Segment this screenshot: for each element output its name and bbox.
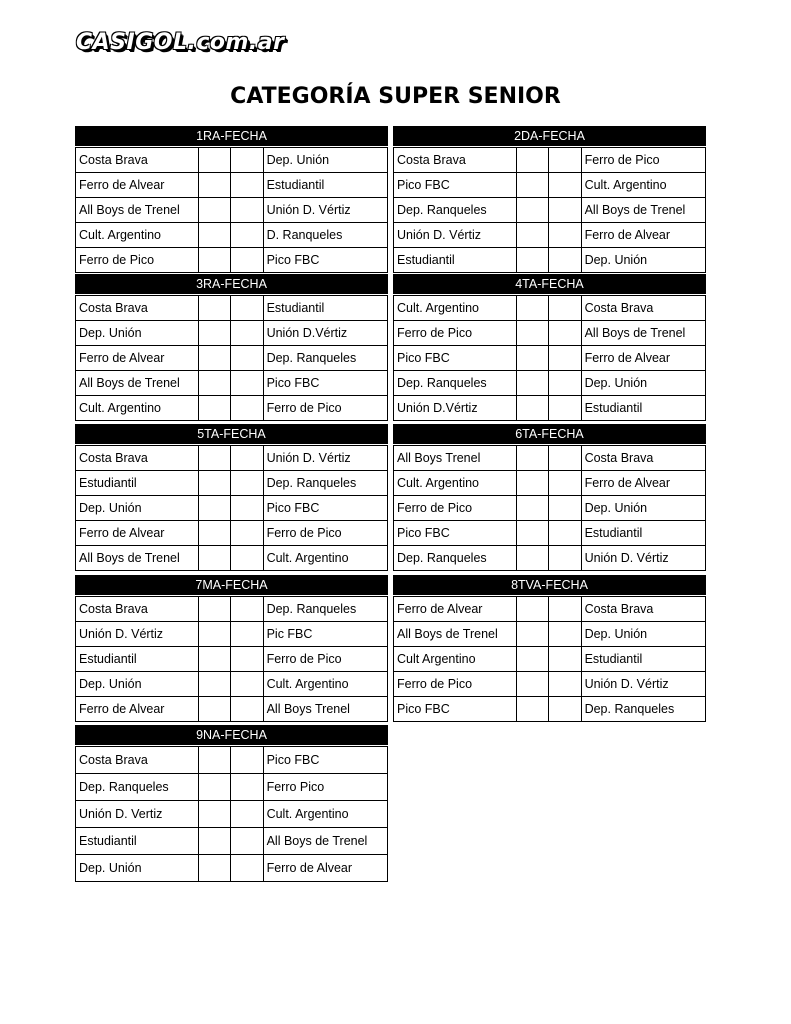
fecha-block <box>75 126 388 273</box>
away-team: Dep. Unión <box>263 148 387 173</box>
home-team: Ferro de Alvear <box>394 597 517 622</box>
fecha-header: 1RA-FECHA <box>75 126 388 147</box>
away-team: Unión D. Vértiz <box>581 672 705 697</box>
home-score-cell <box>199 173 231 198</box>
away-score-cell <box>231 747 263 774</box>
match-row <box>394 647 706 672</box>
match-row <box>394 296 706 321</box>
away-team: Unión D. Vértiz <box>263 198 387 223</box>
home-team: Cult. Argentino <box>394 296 517 321</box>
away-score-cell <box>231 173 263 198</box>
match-row <box>76 622 388 647</box>
away-score-cell <box>549 546 581 571</box>
match-row <box>76 828 388 855</box>
away-team: Dep. Unión <box>581 496 705 521</box>
match-row <box>76 747 388 774</box>
away-score-cell <box>231 647 263 672</box>
match-row <box>394 471 706 496</box>
away-score-cell <box>549 223 581 248</box>
away-team: Ferro de Alvear <box>581 346 705 371</box>
away-team: Ferro de Alvear <box>263 855 387 882</box>
home-team: Ferro de Pico <box>76 248 199 273</box>
match-row <box>394 396 706 421</box>
home-score-cell <box>199 855 231 882</box>
home-score-cell <box>199 223 231 248</box>
home-score-cell <box>517 697 549 722</box>
match-row <box>76 521 388 546</box>
away-score-cell <box>549 198 581 223</box>
home-team: Costa Brava <box>76 296 199 321</box>
away-team: All Boys Trenel <box>263 697 387 722</box>
home-team: All Boys de Trenel <box>76 198 199 223</box>
away-score-cell <box>549 248 581 273</box>
home-score-cell <box>517 321 549 346</box>
fecha-table <box>75 295 388 421</box>
home-team: Pico FBC <box>394 697 517 722</box>
match-row <box>394 148 706 173</box>
away-team: Cult. Argentino <box>581 173 705 198</box>
home-team: All Boys Trenel <box>394 446 517 471</box>
match-row <box>394 697 706 722</box>
home-team: Dep. Ranqueles <box>394 371 517 396</box>
home-score-cell <box>199 697 231 722</box>
away-team: Pico FBC <box>263 496 387 521</box>
page-title: CATEGORÍA SUPER SENIOR <box>230 84 561 109</box>
fecha-header: 5TA-FECHA <box>75 424 388 445</box>
home-score-cell <box>199 296 231 321</box>
home-team: Ferro de Pico <box>394 321 517 346</box>
home-score-cell <box>199 801 231 828</box>
away-team: Dep. Ranqueles <box>263 471 387 496</box>
home-team: Cult. Argentino <box>394 471 517 496</box>
away-score-cell <box>549 371 581 396</box>
match-row <box>76 321 388 346</box>
match-row <box>76 774 388 801</box>
home-score-cell <box>199 828 231 855</box>
match-row <box>76 697 388 722</box>
away-score-cell <box>231 248 263 273</box>
match-row <box>394 346 706 371</box>
home-score-cell <box>517 521 549 546</box>
match-row <box>76 446 388 471</box>
home-team: Estudiantil <box>76 471 199 496</box>
match-row <box>394 446 706 471</box>
away-team: Estudiantil <box>263 173 387 198</box>
match-row <box>76 672 388 697</box>
fecha-header: 2DA-FECHA <box>393 126 706 147</box>
home-score-cell <box>199 371 231 396</box>
fecha-table <box>393 445 706 571</box>
away-score-cell <box>549 148 581 173</box>
home-team: Cult Argentino <box>394 647 517 672</box>
away-team: Dep. Ranqueles <box>581 697 705 722</box>
home-team: Unión D.Vértiz <box>394 396 517 421</box>
fecha-block <box>393 424 706 571</box>
away-score-cell <box>231 198 263 223</box>
home-score-cell <box>199 622 231 647</box>
home-score-cell <box>199 672 231 697</box>
home-score-cell <box>199 148 231 173</box>
home-score-cell <box>517 496 549 521</box>
away-score-cell <box>231 396 263 421</box>
casigol-logo: CASIGOL.com.ar <box>76 30 285 55</box>
fecha-table <box>393 596 706 722</box>
home-score-cell <box>517 471 549 496</box>
home-team: All Boys de Trenel <box>76 546 199 571</box>
fecha-block <box>393 126 706 273</box>
away-team: All Boys de Trenel <box>581 198 705 223</box>
away-score-cell <box>549 321 581 346</box>
match-row <box>394 198 706 223</box>
match-row <box>76 371 388 396</box>
home-score-cell <box>517 296 549 321</box>
away-team: Ferro de Alvear <box>581 223 705 248</box>
away-score-cell <box>549 597 581 622</box>
home-score-cell <box>517 371 549 396</box>
away-team: Estudiantil <box>581 647 705 672</box>
away-team: All Boys de Trenel <box>581 321 705 346</box>
home-team: Estudiantil <box>76 828 199 855</box>
match-row <box>76 597 388 622</box>
match-row <box>394 622 706 647</box>
home-team: Pico FBC <box>394 346 517 371</box>
away-team: Unión D. Vértiz <box>581 546 705 571</box>
away-team: Ferro de Pico <box>263 396 387 421</box>
home-team: Ferro de Pico <box>394 672 517 697</box>
match-row <box>394 597 706 622</box>
match-row <box>76 248 388 273</box>
match-row <box>394 173 706 198</box>
match-row <box>76 396 388 421</box>
away-team: Dep. Ranqueles <box>263 597 387 622</box>
home-score-cell <box>199 396 231 421</box>
away-score-cell <box>231 371 263 396</box>
home-team: Unión D. Vertiz <box>76 801 199 828</box>
away-score-cell <box>549 622 581 647</box>
away-team: Pico FBC <box>263 248 387 273</box>
home-team: Dep. Unión <box>76 321 199 346</box>
home-team: Ferro de Alvear <box>76 521 199 546</box>
home-score-cell <box>199 647 231 672</box>
away-team: Pico FBC <box>263 371 387 396</box>
away-score-cell <box>231 697 263 722</box>
away-score-cell <box>549 346 581 371</box>
away-score-cell <box>549 496 581 521</box>
away-score-cell <box>231 521 263 546</box>
away-team: Dep. Unión <box>581 622 705 647</box>
home-score-cell <box>517 396 549 421</box>
away-team: Pic FBC <box>263 622 387 647</box>
home-team: Dep. Ranqueles <box>76 774 199 801</box>
away-score-cell <box>549 296 581 321</box>
away-team: Ferro Pico <box>263 774 387 801</box>
away-team: Unión D.Vértiz <box>263 321 387 346</box>
away-team: Dep. Unión <box>581 248 705 273</box>
home-score-cell <box>199 546 231 571</box>
match-row <box>394 672 706 697</box>
away-score-cell <box>231 346 263 371</box>
away-score-cell <box>549 173 581 198</box>
match-row <box>76 801 388 828</box>
away-score-cell <box>231 622 263 647</box>
fecha-header: 8TVA-FECHA <box>393 575 706 596</box>
away-team: Dep. Unión <box>581 371 705 396</box>
home-score-cell <box>199 446 231 471</box>
fecha-table <box>393 295 706 421</box>
home-score-cell <box>517 198 549 223</box>
away-score-cell <box>231 446 263 471</box>
home-team: Costa Brava <box>76 747 199 774</box>
away-score-cell <box>549 672 581 697</box>
home-team: Ferro de Alvear <box>76 346 199 371</box>
home-score-cell <box>517 597 549 622</box>
away-score-cell <box>231 597 263 622</box>
match-row <box>394 521 706 546</box>
away-team: All Boys de Trenel <box>263 828 387 855</box>
away-team: Estudiantil <box>263 296 387 321</box>
home-team: Estudiantil <box>76 647 199 672</box>
home-score-cell <box>517 248 549 273</box>
away-team: Cult. Argentino <box>263 801 387 828</box>
match-row <box>394 546 706 571</box>
match-row <box>76 346 388 371</box>
home-team: Unión D. Vértiz <box>76 622 199 647</box>
fecha-block <box>393 274 706 421</box>
home-team: Dep. Unión <box>76 496 199 521</box>
away-score-cell <box>549 647 581 672</box>
home-team: Unión D. Vértiz <box>394 223 517 248</box>
away-score-cell <box>231 672 263 697</box>
away-team: Cult. Argentino <box>263 546 387 571</box>
home-score-cell <box>517 148 549 173</box>
home-score-cell <box>199 597 231 622</box>
home-team: All Boys de Trenel <box>394 622 517 647</box>
away-team: Estudiantil <box>581 396 705 421</box>
match-row <box>394 496 706 521</box>
home-team: Dep. Unión <box>76 855 199 882</box>
away-score-cell <box>549 446 581 471</box>
home-score-cell <box>199 471 231 496</box>
match-row <box>76 296 388 321</box>
fecha-block <box>75 575 388 722</box>
away-team: Ferro de Pico <box>581 148 705 173</box>
fecha-header: 4TA-FECHA <box>393 274 706 295</box>
away-score-cell <box>231 774 263 801</box>
home-score-cell <box>199 321 231 346</box>
fecha-header: 7MA-FECHA <box>75 575 388 596</box>
home-team: Costa Brava <box>394 148 517 173</box>
fecha-block <box>75 424 388 571</box>
match-row <box>76 496 388 521</box>
away-score-cell <box>231 223 263 248</box>
home-score-cell <box>199 346 231 371</box>
fecha-header: 6TA-FECHA <box>393 424 706 445</box>
home-team: Costa Brava <box>76 446 199 471</box>
away-team: Cult. Argentino <box>263 672 387 697</box>
away-team: Ferro de Pico <box>263 521 387 546</box>
away-team: Pico FBC <box>263 747 387 774</box>
home-team: Cult. Argentino <box>76 223 199 248</box>
away-score-cell <box>231 296 263 321</box>
home-team: Costa Brava <box>76 597 199 622</box>
fecha-table <box>393 147 706 273</box>
away-score-cell <box>231 321 263 346</box>
match-row <box>76 855 388 882</box>
home-score-cell <box>199 521 231 546</box>
away-score-cell <box>549 697 581 722</box>
match-row <box>394 223 706 248</box>
home-score-cell <box>517 173 549 198</box>
away-team: Unión D. Vértiz <box>263 446 387 471</box>
fecha-block <box>393 575 706 722</box>
away-score-cell <box>231 801 263 828</box>
match-row <box>76 223 388 248</box>
home-team: Ferro de Alvear <box>76 697 199 722</box>
match-row <box>76 546 388 571</box>
away-score-cell <box>549 471 581 496</box>
home-score-cell <box>199 496 231 521</box>
fecha-table <box>75 596 388 722</box>
away-score-cell <box>549 521 581 546</box>
home-team: Ferro de Pico <box>394 496 517 521</box>
fecha-block <box>75 274 388 421</box>
match-row <box>76 198 388 223</box>
away-score-cell <box>231 546 263 571</box>
home-score-cell <box>517 346 549 371</box>
away-team: Estudiantil <box>581 521 705 546</box>
away-team: Ferro de Alvear <box>581 471 705 496</box>
fecha-header: 9NA-FECHA <box>75 725 388 746</box>
away-score-cell <box>231 148 263 173</box>
fecha-table <box>75 147 388 273</box>
home-score-cell <box>517 672 549 697</box>
home-score-cell <box>199 747 231 774</box>
fecha-table <box>75 746 388 882</box>
home-score-cell <box>517 223 549 248</box>
home-team: Estudiantil <box>394 248 517 273</box>
fecha-block <box>75 725 388 882</box>
away-score-cell <box>231 855 263 882</box>
home-team: Dep. Ranqueles <box>394 546 517 571</box>
away-team: Costa Brava <box>581 446 705 471</box>
away-score-cell <box>231 471 263 496</box>
away-team: Dep. Ranqueles <box>263 346 387 371</box>
away-score-cell <box>549 396 581 421</box>
home-team: Dep. Ranqueles <box>394 198 517 223</box>
away-team: Costa Brava <box>581 597 705 622</box>
home-score-cell <box>199 248 231 273</box>
home-score-cell <box>517 546 549 571</box>
away-score-cell <box>231 828 263 855</box>
home-score-cell <box>199 198 231 223</box>
home-team: Cult. Argentino <box>76 396 199 421</box>
home-team: All Boys de Trenel <box>76 371 199 396</box>
away-team: Ferro de Pico <box>263 647 387 672</box>
home-team: Ferro de Alvear <box>76 173 199 198</box>
away-score-cell <box>231 496 263 521</box>
match-row <box>394 321 706 346</box>
home-score-cell <box>199 774 231 801</box>
fecha-header: 3RA-FECHA <box>75 274 388 295</box>
home-score-cell <box>517 647 549 672</box>
away-team: Costa Brava <box>581 296 705 321</box>
match-row <box>76 173 388 198</box>
away-team: D. Ranqueles <box>263 223 387 248</box>
home-team: Pico FBC <box>394 521 517 546</box>
fecha-table <box>75 445 388 571</box>
home-team: Costa Brava <box>76 148 199 173</box>
match-row <box>76 647 388 672</box>
match-row <box>394 371 706 396</box>
home-score-cell <box>517 622 549 647</box>
home-team: Dep. Unión <box>76 672 199 697</box>
home-score-cell <box>517 446 549 471</box>
match-row <box>394 248 706 273</box>
match-row <box>76 148 388 173</box>
match-row <box>76 471 388 496</box>
home-team: Pico FBC <box>394 173 517 198</box>
